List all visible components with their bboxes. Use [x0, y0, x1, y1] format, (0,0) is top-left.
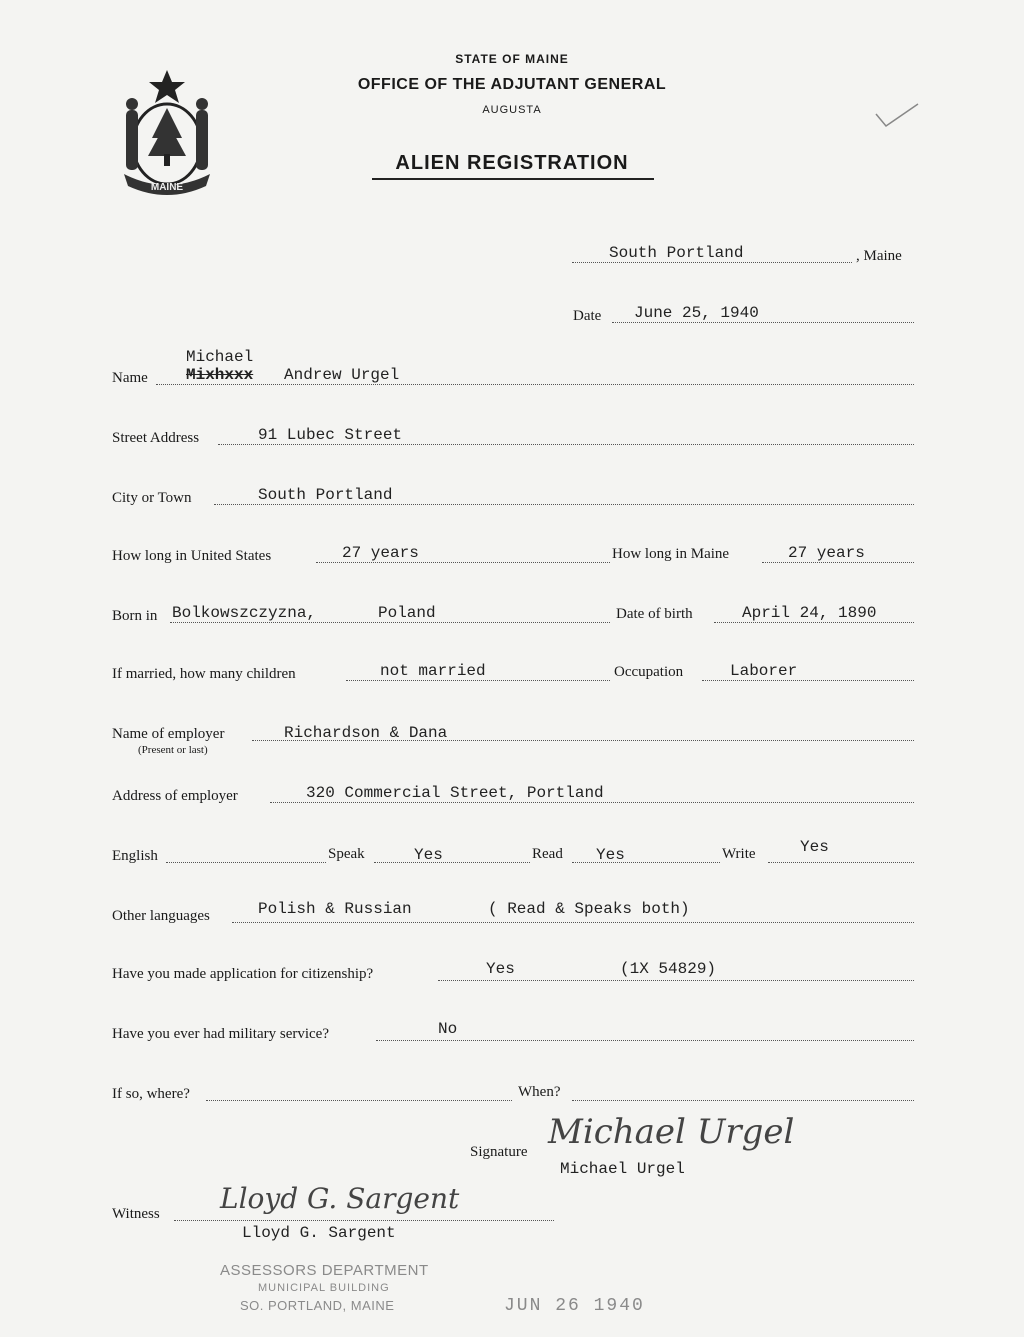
seal-text: MAINE	[150, 182, 184, 193]
place-suffix: , Maine	[856, 248, 902, 264]
employer-address-value: 320 Commercial Street, Portland	[306, 784, 604, 802]
read-line	[572, 862, 720, 863]
signature-typed: Michael Urgel	[560, 1160, 685, 1178]
street-label: Street Address	[112, 430, 200, 446]
born-label: Born in	[112, 608, 158, 624]
witness-label: Witness	[112, 1206, 160, 1222]
city-value: South Portland	[258, 486, 393, 504]
dob-label: Date of birth	[616, 606, 693, 622]
where-label: If so, where?	[112, 1086, 190, 1102]
maine-duration-label: How long in Maine	[612, 546, 730, 562]
employer-address-label: Address of employer	[112, 788, 238, 804]
date-value: June 25, 1940	[634, 304, 759, 322]
employer-value: Richardson & Dana	[284, 724, 448, 742]
place-value: South Portland	[609, 244, 744, 262]
witness-handwritten: Lloyd G. Sargent	[220, 1182, 460, 1215]
city-line	[214, 504, 914, 505]
name-line	[156, 384, 914, 385]
form-title: ALIEN REGISTRATION	[395, 152, 629, 174]
title-underline	[372, 178, 654, 180]
speak-label: Speak	[328, 846, 365, 862]
street-line	[218, 444, 914, 445]
children-line	[346, 680, 610, 681]
military-value: No	[438, 1020, 458, 1038]
header-state: STATE OF MAINE	[455, 52, 569, 66]
name-correction: Michael	[186, 348, 254, 366]
city-label: City or Town	[112, 490, 192, 506]
us-duration-line	[316, 562, 610, 563]
occupation-label: Occupation	[614, 664, 684, 680]
maine-duration-value: 27 years	[788, 544, 865, 562]
write-label: Write	[722, 846, 756, 862]
speak-value: Yes	[414, 846, 443, 864]
other-languages-value: Polish & Russian	[258, 900, 412, 918]
military-label: Have you ever had military service?	[112, 1026, 329, 1042]
street-value: 91 Lubec Street	[258, 426, 403, 444]
born-line	[170, 622, 610, 623]
children-label: If married, how many children	[112, 666, 296, 682]
speak-line	[374, 862, 530, 863]
stamp-date: JUN 26 1940	[504, 1296, 645, 1316]
citizenship-number: (1X 54829)	[620, 960, 717, 978]
signature-handwritten: Michael Urgel	[548, 1112, 795, 1152]
citizenship-line	[438, 980, 914, 981]
occupation-line	[702, 680, 914, 681]
name-struck: Mixhxxx	[186, 366, 254, 384]
header-office: OFFICE OF THE ADJUTANT GENERAL	[357, 76, 667, 93]
dob-value: April 24, 1890	[742, 604, 877, 622]
occupation-value: Laborer	[730, 662, 798, 680]
witness-typed: Lloyd G. Sargent	[242, 1224, 396, 1242]
read-label: Read	[532, 846, 563, 862]
date-label: Date	[573, 308, 602, 324]
stamp-line3: SO. PORTLAND, MAINE	[240, 1298, 395, 1313]
write-line	[768, 862, 914, 863]
when-label: When?	[518, 1084, 561, 1100]
name-label: Name	[112, 370, 148, 386]
children-value: not married	[380, 662, 486, 680]
citizenship-value: Yes	[486, 960, 515, 978]
signature-label: Signature	[470, 1144, 528, 1160]
employer-sublabel: (Present or last)	[138, 744, 208, 756]
maine-duration-line	[762, 562, 914, 563]
english-line	[166, 862, 326, 863]
us-duration-value: 27 years	[342, 544, 419, 562]
read-value: Yes	[596, 846, 625, 864]
other-languages-note: ( Read & Speaks both)	[488, 900, 690, 918]
born-place-value: Bolkowszczyzna,	[172, 604, 317, 622]
employer-label: Name of employer	[112, 726, 225, 742]
english-label: English	[112, 848, 158, 864]
dob-line	[714, 622, 914, 623]
place-line	[572, 262, 852, 263]
name-value: Andrew Urgel	[284, 366, 400, 384]
header-city: AUGUSTA	[482, 104, 542, 116]
employer-address-line	[270, 802, 914, 803]
where-line	[206, 1100, 512, 1101]
check-mark-icon	[872, 100, 922, 130]
stamp-line2: MUNICIPAL BUILDING	[258, 1282, 390, 1294]
stamp-line1: ASSESSORS DEPARTMENT	[220, 1262, 429, 1279]
witness-line	[174, 1220, 554, 1221]
born-country-value: Poland	[378, 604, 436, 622]
other-languages-line	[232, 922, 914, 923]
military-line	[376, 1040, 914, 1041]
write-value: Yes	[800, 838, 829, 856]
date-line	[612, 322, 914, 323]
other-languages-label: Other languages	[112, 908, 210, 924]
citizenship-label: Have you made application for citizenship?	[112, 966, 374, 982]
us-duration-label: How long in United States	[112, 548, 272, 564]
when-line	[572, 1100, 914, 1101]
